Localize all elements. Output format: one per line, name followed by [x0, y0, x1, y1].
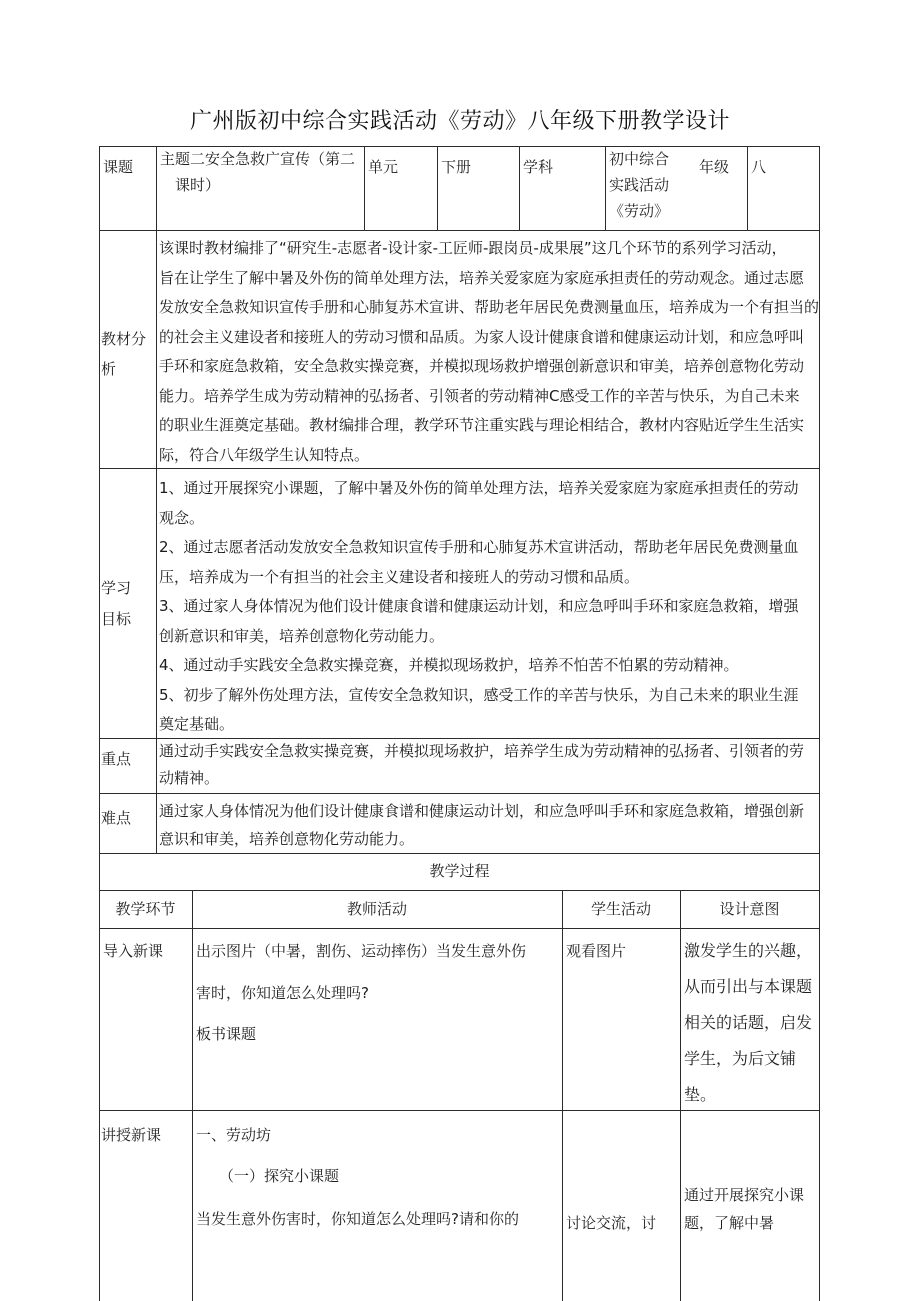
subject-label: 学科: [523, 158, 554, 176]
teacher-line: 出示图片（中暑，割伤、运动摔伤）当发生意外伤: [196, 942, 527, 960]
unit-value: 下册: [441, 158, 472, 176]
analysis-line: 的职业生涯奠定基础。教材编排合理，教学环节注重实践与理论相结合，教材内容贴近学生生活实: [159, 416, 805, 434]
analysis-line: 该课时教材编排了“研究生-志愿者-设计家-工匠师-跟岗员-成果展”这几个环节的系列学习活动，: [159, 239, 787, 257]
analysis-line: 旨在让学生了解中暑及外伤的简单处理方法，培养关爱家庭为家庭承担责任的劳动观念。通过志愿: [159, 268, 805, 287]
difficulty-line: 通过家人身体情况为他们设计健康食谱和健康运动计划，和应急呼叫手环和家庭急救箱，增强创新: [159, 802, 805, 820]
analysis-line: 发放安全急救知识宣传手册和心肺复苏术宣讲、帮助老年居民免费测量血压，培养成为一个有担当的: [159, 298, 820, 316]
subject-value-line2: 实践活动: [609, 176, 670, 194]
objective-line: 1、通过开展探究小课题，了解中暑及外伤的简单处理方法，培养关爱家庭为家庭承担责任的劳动: [159, 479, 799, 497]
teacher-line: 一、劳动坊: [196, 1126, 272, 1144]
column-header-teacher: 教师活动: [346, 900, 407, 918]
objective-line: 5、初步了解外伤处理方法，宣传安全急救知识，感受工作的辛苦与快乐，为自己未来的职业生涯: [159, 685, 799, 704]
objective-line: 创新意识和审美，培养创意物化劳动能力。: [159, 626, 445, 645]
intent-line: 从而引出与本课题: [684, 977, 813, 996]
objective-line: 观念。: [159, 508, 205, 527]
grade-value: 八: [751, 158, 767, 176]
objectives-label-line2: 目标: [101, 610, 132, 628]
analysis-line: 能力。培养学生成为劳动精神的弘扬者、引领者的劳动精神C感受工作的辛苦与快乐，为自己未来: [159, 386, 800, 405]
lesson-value-line2: 课时）: [175, 176, 221, 194]
analysis-line: 的社会主义建设者和接班人的劳动习惯和品质。为家人设计健康食谱和健康运动计划，和应急呼叫: [159, 327, 805, 346]
analysis-line: 际，符合八年级学生认知特点。: [159, 445, 370, 464]
key-point-line: 动精神。: [159, 769, 220, 787]
difficulties-label: 难点: [101, 809, 132, 827]
student-cell: 观看图片: [566, 942, 627, 960]
intent-line: 通过开展探究小课: [684, 1186, 805, 1204]
analysis-label-line1: 教材分: [101, 330, 147, 348]
teacher-line: 害时，你知道怎么处理吗?: [196, 984, 369, 1002]
key-point-line: 通过动手实践安全急救实操竞赛，并模拟现场救护，培养学生成为劳动精神的弘扬者、引领者的劳: [159, 742, 805, 760]
subject-value-line3: 《劳动》: [609, 202, 670, 220]
intent-line: 学生，为后文铺: [684, 1049, 797, 1068]
column-header-intent: 设计意图: [719, 900, 780, 918]
column-header-student: 学生活动: [590, 900, 651, 918]
student-cell: 讨论交流，讨: [566, 1214, 657, 1232]
analysis-label-line2: 析: [101, 360, 117, 378]
key-points-label: 重点: [101, 750, 132, 768]
teacher-line: 当发生意外伤害时，你知道怎么处理吗?请和你的: [196, 1210, 519, 1228]
objective-line: 3、通过家人身体情况为他们设计健康食谱和健康运动计划，和应急呼叫手环和家庭急救箱，增强: [159, 597, 799, 615]
objective-line: 压，培养成为一个有担当的社会主义建设者和接班人的劳动习惯和品质。: [159, 567, 640, 586]
intent-line: 题，了解中暑: [684, 1214, 775, 1232]
unit-label: 单元: [368, 158, 399, 176]
lesson-label: 课题: [103, 158, 134, 176]
intent-line: 相关的话题，启发: [684, 1013, 813, 1032]
objective-line: 奠定基础。: [159, 715, 235, 733]
teacher-line: （一）探究小课题: [219, 1167, 340, 1185]
intent-line: 激发学生的兴趣，: [684, 941, 813, 960]
difficulty-line: 意识和审美，培养创意物化劳动能力。: [159, 830, 415, 848]
objectives-label-line1: 学习: [101, 579, 132, 597]
column-header-stage: 教学环节: [115, 900, 176, 918]
stage-cell: 讲授新课: [101, 1126, 162, 1144]
process-heading: 教学过程: [429, 862, 490, 880]
stage-cell: 导入新课: [103, 942, 164, 960]
grade-label: 年级: [699, 158, 730, 176]
analysis-line: 手环和家庭急救箱，安全急救实操竞赛，并模拟现场救护增强创新意识和审美，培养创意物化劳动: [159, 357, 805, 375]
teacher-line: 板书课题: [196, 1025, 257, 1043]
lesson-value-line1: 主题二安全急救广宣传（第二: [160, 150, 356, 168]
page-title: 广州版初中综合实践活动《劳动》八年级下册教学设计: [189, 109, 730, 134]
intent-line: 垫。: [684, 1085, 717, 1104]
objective-line: 2、通过志愿者活动发放安全急救知识宣传手册和心肺复苏术宣讲活动，帮助老年居民免费测量血: [159, 538, 799, 556]
objective-line: 4、通过动手实践安全急救实操竞赛，并模拟现场救护，培养不怕苦不怕累的劳动精神。: [159, 656, 739, 674]
subject-value-line1: 初中综合: [609, 150, 670, 168]
